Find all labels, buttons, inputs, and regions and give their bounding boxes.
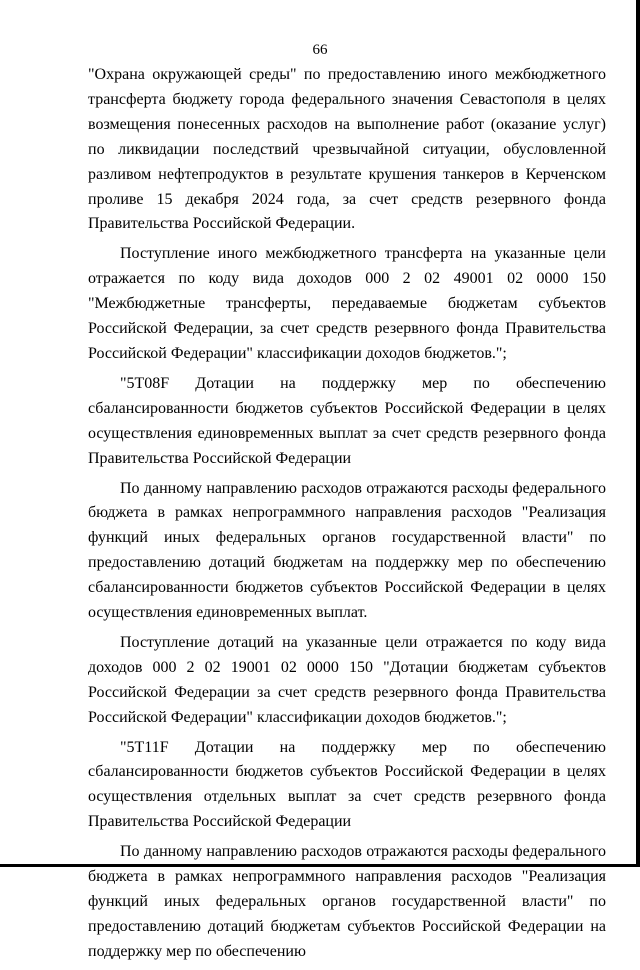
paragraph-5t08f-description: По данному направлению расходов отражаются расходы федерального бюджета в рамках непрограммного направления расходов "Реализация функций иных федеральных органов государственной власти" по предоставлению дотаций бюджетам на поддержку мер по обеспечению сбалансированности бюджетов субъектов Российской Федерации в целях осуществления единовременных выплат. [88, 479, 606, 622]
paragraph-5t11f-heading: "5Т11F Дотации на поддержку мер по обеспечению сбалансированности бюджетов субъектов Российской Федерации в целях осуществления отдельных выплат за счет средств резервного фонда Правительства Российской Федерации [88, 738, 606, 831]
document-body [88, 63, 606, 970]
paragraph-transfer-income: Поступление иного межбюджетного трансферта на указанные цели отражается по коду вида доходов 000 2 02 49001 02 0000 150 "Межбюджетные трансферты, передаваемые бюджетам субъектов Российской Федерации, за счет средств резервного фонда Правительства Российской Федерации" классификации доходов бюджетов."; [88, 245, 606, 362]
paragraph-5t08f-heading: "5Т08F Дотации на поддержку мер по обеспечению сбалансированности бюджетов субъектов Российской Федерации в целях осуществления единовременных выплат за счет средств резервного фонда Правительства Российской Федерации [88, 374, 606, 467]
paragraph-5t11f-description: По данному направлению расходов отражаются расходы федерального бюджета в рамках непрограммного направления расходов "Реализация функций иных федеральных органов государственной власти" по предоставлению дотаций бюджетам субъектов Российской Федерации на поддержку мер по обеспечению [88, 843, 606, 960]
paragraph-continuation: "Охрана окружающей среды" по предоставлению иного межбюджетного трансферта бюджету города федерального значения Севастополя в целях возмещения понесенных расходов на выполнение работ (оказание услуг) по ликвидации последствий чрезвычайной ситуации, обусловленной разливом нефтепродуктов в результате крушения танкеров в Керченском проливе 15 декабря 2024 года, за счет средств резервного фонда Правительства Российской Федерации. [88, 66, 606, 233]
page-number: 66 [312, 42, 328, 58]
scan-border-right [636, 0, 640, 867]
paragraph-5t08f-income: Поступление дотаций на указанные цели отражается по коду вида доходов 000 2 02 19001 02 0000 150 "Дотации бюджетам субъектов Российской Федерации за счет средств резервного фонда Правительства Российской Федерации" классификации доходов бюджетов."; [88, 633, 606, 726]
